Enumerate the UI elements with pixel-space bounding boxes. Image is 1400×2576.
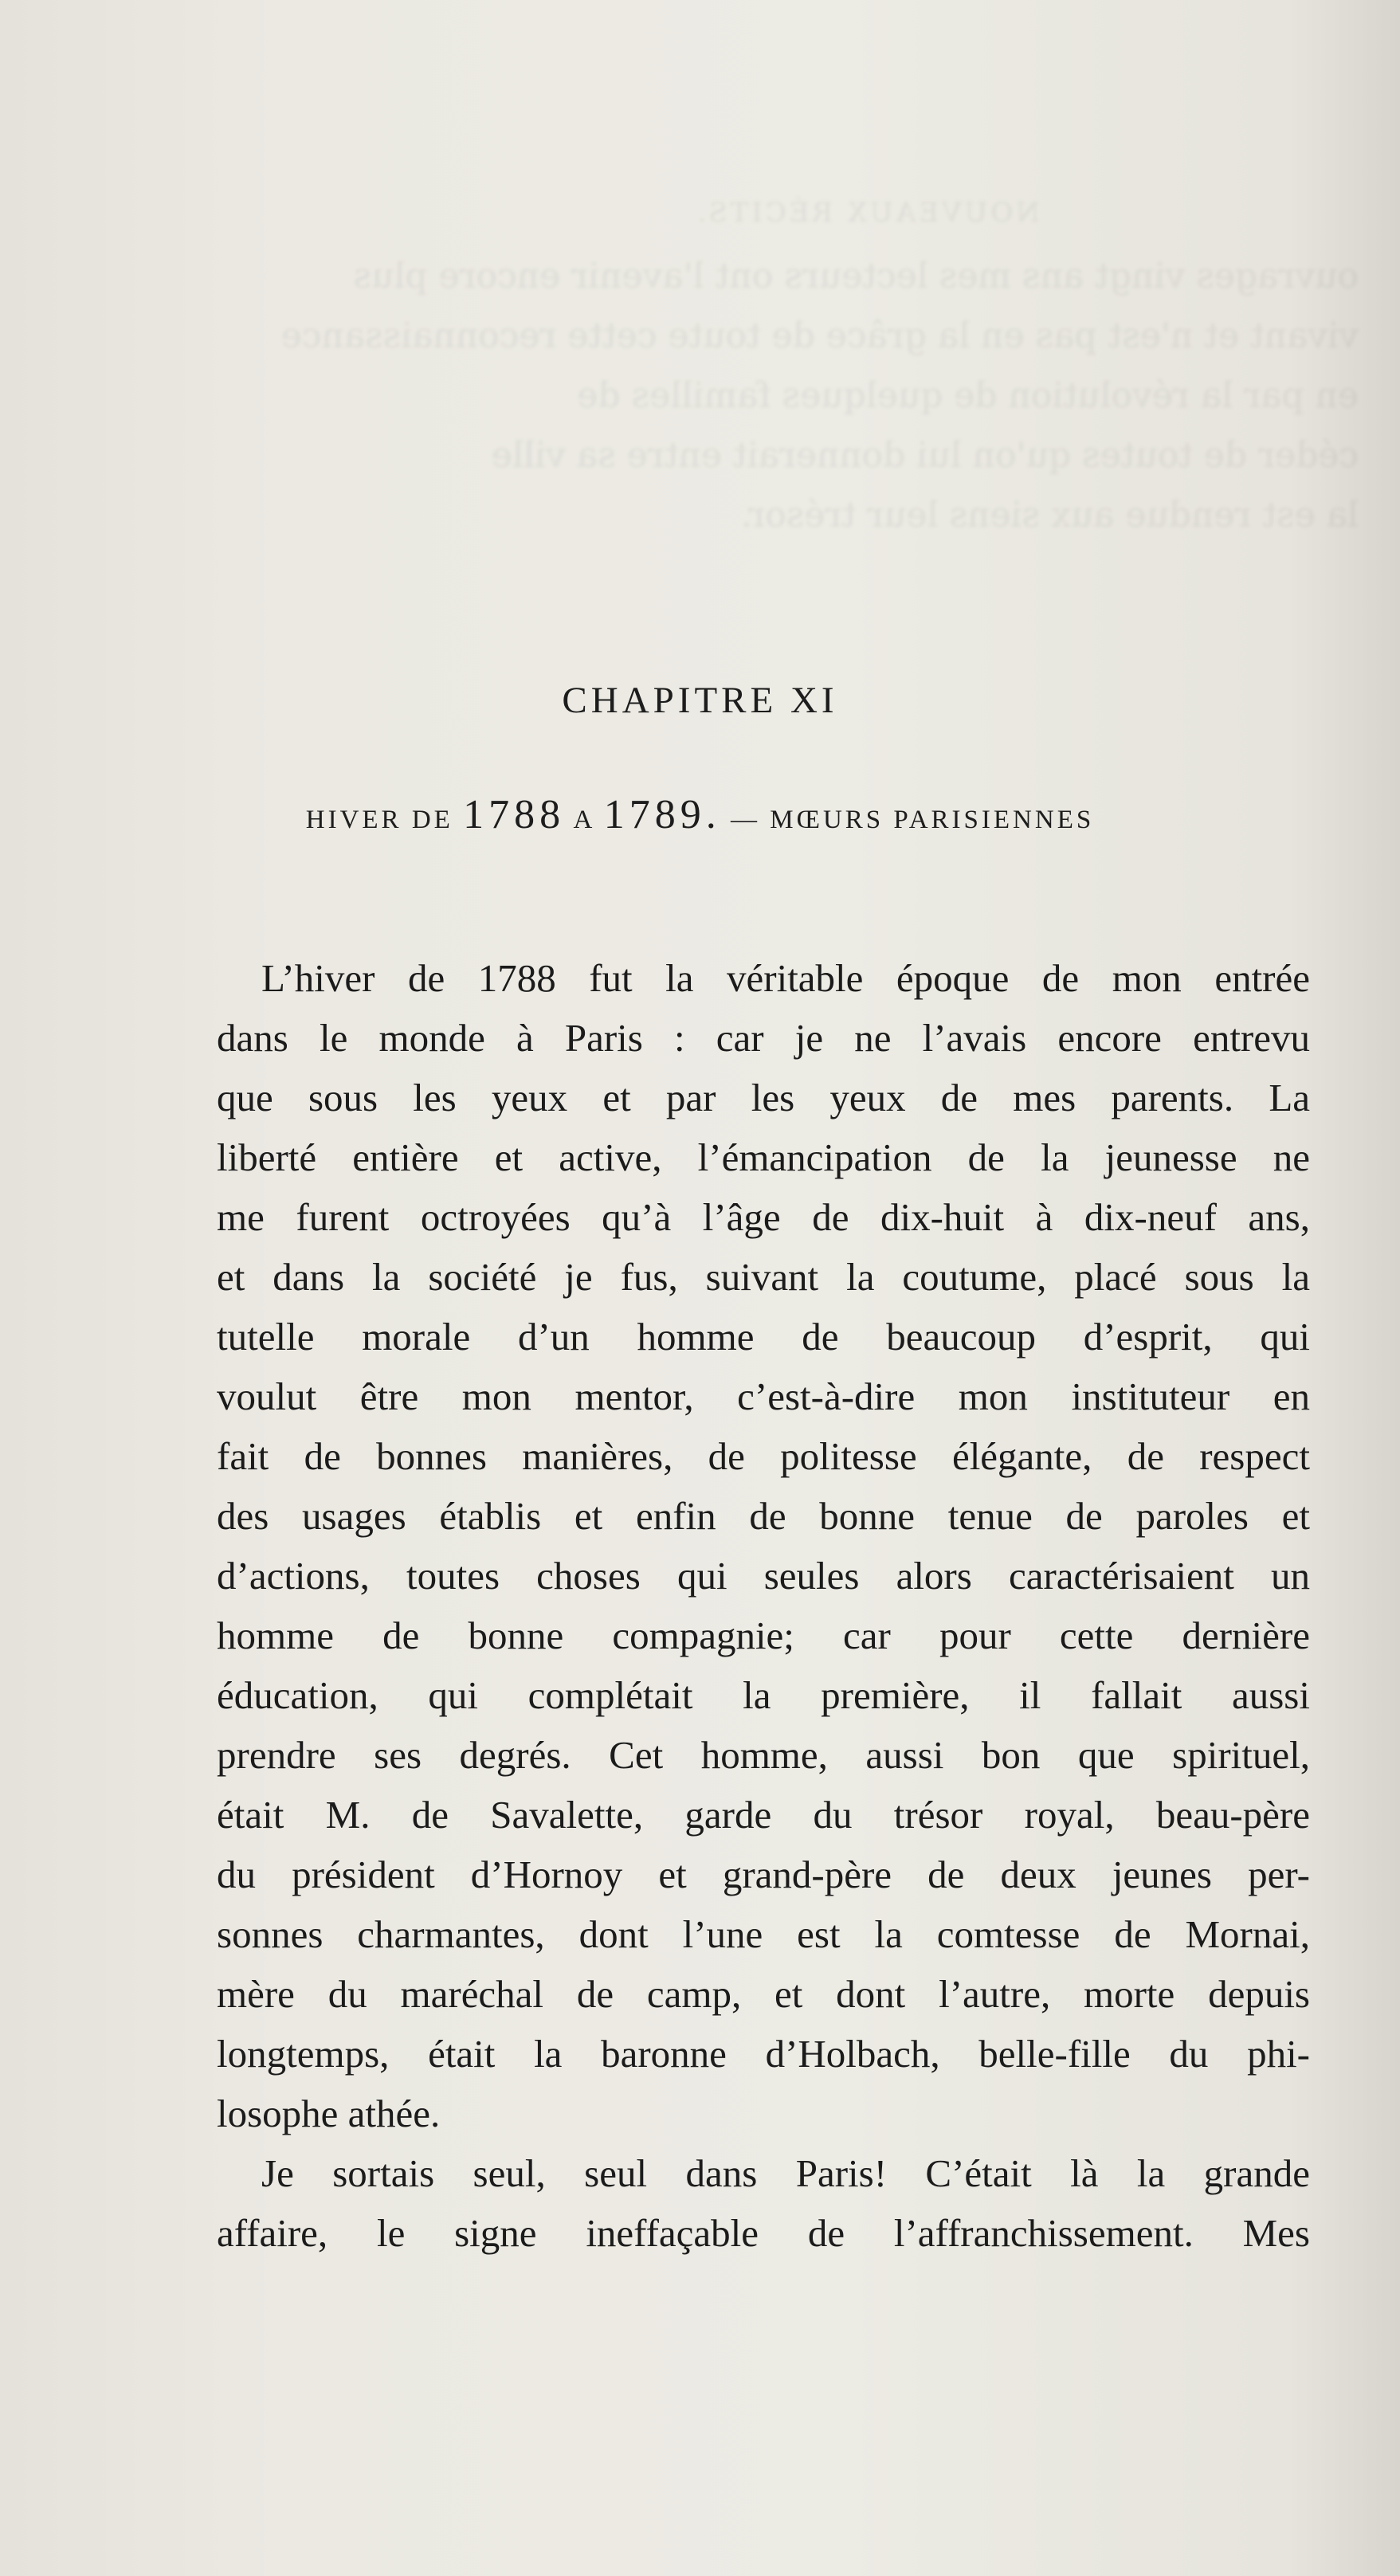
paragraph-1 [217, 948, 1310, 2143]
chapter-subtitle [0, 791, 1400, 838]
paragraph-2 [217, 2143, 1310, 2263]
text-line: fait de bonnes manières, de politesse élégante, de respect [217, 1434, 1310, 1478]
subtitle-prefix: HIVER DE [305, 806, 464, 834]
text-line: prendre ses degrés. Cet homme, aussi bon que spirituel, [217, 1733, 1310, 1777]
text-line: voulut être mon mentor, c’est-à-dire mon instituteur en [217, 1374, 1310, 1418]
text-line: liberté entière et active, l’émancipation de la jeunesse ne [217, 1135, 1310, 1179]
text-line: tutelle morale d’un homme de beaucoup d’esprit, qui [217, 1315, 1310, 1359]
text-line: longtemps, était la baronne d’Holbach, belle-fille du phi- [217, 2032, 1310, 2076]
text-line: me furent octroyées qu’à l’âge de dix-huit à dix-neuf ans, [217, 1195, 1310, 1239]
text-line: L’hiver de 1788 fut la véritable époque de mon entrée [261, 956, 1310, 1000]
text-line: et dans la société je fus, suivant la coutume, placé sous la [217, 1255, 1310, 1299]
subtitle-suffix: — MŒURS PARISIENNES [720, 806, 1095, 834]
subtitle-year-end: 1789. [603, 792, 721, 837]
text-line: Je sortais seul, seul dans Paris! C’était là la grande [261, 2151, 1310, 2195]
text-line: losophe athée. [217, 2092, 441, 2135]
text-line: homme de bonne compagnie; car pour cette dernière [217, 1613, 1310, 1657]
show-through-bleed: NOUVEAUX RÉCITS. ouvrages vingt ans mes lecteurs ont l'avenir encore plus vivant et n'est pas en la grâce de toute cette reconnaissance en par la révolution de quelques familles de céder de toutes qu'on lui donnerait entre sa ville la est rendue aux siens leur trésor. [280, 197, 1359, 535]
text-line: mère du maréchal de camp, et dont l’autre, morte depuis [217, 1972, 1310, 2016]
chapter-title: CHAPITRE XI [562, 680, 838, 721]
chapter-body [217, 948, 1310, 2263]
text-line: du président d’Hornoy et grand-père de deux jeunes per- [217, 1853, 1310, 1896]
text-line: que sous les yeux et par les yeux de mes parents. La [217, 1076, 1310, 1119]
text-line: d’actions, toutes choses qui seules alors caractérisaient un [217, 1554, 1310, 1598]
text-line: des usages établis et enfin de bonne tenue de paroles et [217, 1494, 1310, 1538]
text-line: éducation, qui complétait la première, il fallait aussi [217, 1673, 1310, 1717]
text-line: sonnes charmantes, dont l’une est la comtesse de Mornai, [217, 1912, 1310, 1956]
subtitle-year-start: 1788 [463, 792, 566, 837]
text-line: dans le monde à Paris : car je ne l’avais encore entrevu [217, 1016, 1310, 1060]
text-line: affaire, le signe ineffaçable de l’affranchissement. Mes [217, 2211, 1310, 2255]
text-line: était M. de Savalette, garde du trésor royal, beau-père [217, 1793, 1310, 1837]
subtitle-mid: A [565, 806, 604, 834]
